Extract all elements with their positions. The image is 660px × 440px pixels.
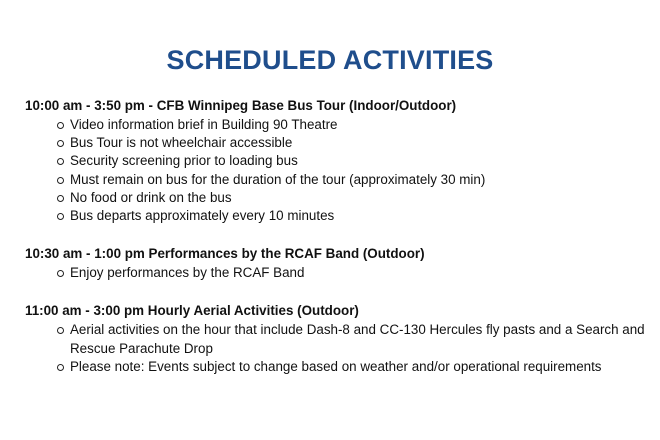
list-item <box>70 189 645 207</box>
hollow-bullet-icon <box>57 364 64 371</box>
list-item <box>70 264 645 282</box>
hollow-bullet-icon <box>57 177 64 184</box>
hollow-bullet-icon <box>57 270 64 277</box>
list-item-text: Enjoy performances by the RCAF Band <box>70 265 305 281</box>
list-item-text: Aerial activities on the hour that include Dash-8 and CC-130 Hercules fly pasts and a Search and Rescue Parachute Drop <box>70 322 645 356</box>
list-item-text: Must remain on bus for the duration of the tour (approximately 30 min) <box>70 171 486 187</box>
hollow-bullet-icon <box>57 122 64 129</box>
hollow-bullet-icon <box>57 213 64 220</box>
section-heading: 11:00 am - 3:00 pm Hourly Aerial Activities (Outdoor) <box>25 303 359 319</box>
list-item <box>70 321 645 357</box>
list-item <box>70 171 645 189</box>
list-item-text: Bus Tour is not wheelchair accessible <box>70 135 293 151</box>
activity-section-rcaf-band <box>25 245 645 282</box>
list-item <box>70 134 645 152</box>
activity-section-aerial <box>25 302 645 376</box>
page-title: SCHEDULED ACTIVITIES <box>166 45 494 75</box>
hollow-bullet-icon <box>57 140 64 147</box>
bullet-list <box>25 116 645 225</box>
section-heading: 10:30 am - 1:00 pm Performances by the RCAF Band (Outdoor) <box>25 246 425 262</box>
activity-section-bus-tour <box>25 97 645 225</box>
list-item-text: Please note: Events subject to change based on weather and/or operational requirements <box>70 358 602 374</box>
activity-sections <box>25 97 645 396</box>
hollow-bullet-icon <box>57 327 64 334</box>
list-item <box>70 152 645 170</box>
list-item-text: No food or drink on the bus <box>70 189 232 205</box>
list-item-text: Video information brief in Building 90 Theatre <box>70 117 338 132</box>
bullet-list <box>25 264 645 282</box>
list-item-text: Bus departs approximately every 10 minutes <box>70 208 335 224</box>
hollow-bullet-icon <box>57 158 64 165</box>
hollow-bullet-icon <box>57 195 64 202</box>
list-item <box>70 116 645 134</box>
section-heading: 10:00 am - 3:50 pm - CFB Winnipeg Base Bus Tour (Indoor/Outdoor) <box>25 98 457 113</box>
list-item <box>70 358 645 376</box>
bullet-list <box>25 321 645 376</box>
list-item-text: Security screening prior to loading bus <box>70 153 298 169</box>
list-item <box>70 207 645 225</box>
